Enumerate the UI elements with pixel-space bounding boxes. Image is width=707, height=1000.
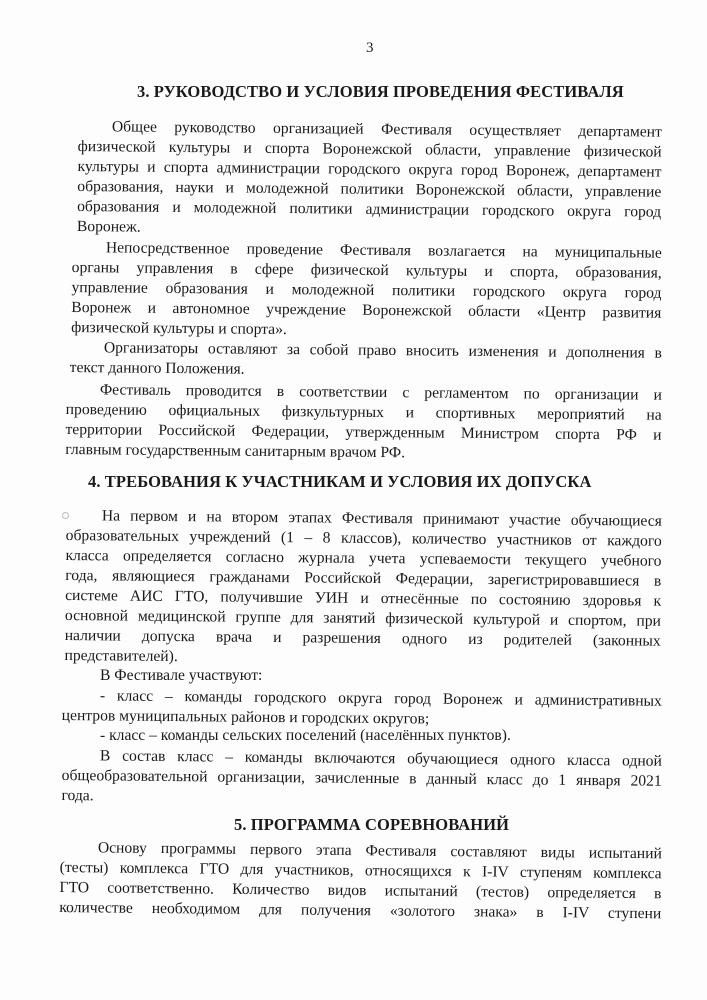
section-3-title: 3. РУКОВОДСТВО И УСЛОВИЯ ПРОВЕДЕНИЯ ФЕСТИВАЛЯ [137,82,624,101]
text-line: основной медицинской группе для занятий физической культурой и спортом, при [64,606,662,630]
text-line: управление образования и молодежной политики городского округа город [71,278,662,302]
text-line: В состав класс – команды включаются обучающиеся одного класса одной [99,747,662,770]
text-line: образования и молодежной политики администрации городского округа город [77,197,662,221]
text-line: На первом и на втором этапах Фестиваля принимают участие обучающиеся [101,507,662,530]
text-line: Непосредственное проведение Фестиваля возлагается на муниципальные [105,239,662,262]
text-line: общеобразовательной организации, зачисленные в данный класс до 1 января 2021 [61,766,662,790]
text-line: органы управления в сфере физической культуры и спорта, образования, [71,258,662,282]
section-4-title: 4. ТРЕБОВАНИЯ К УЧАСТНИКАМ И УСЛОВИЯ ИХ ДОПУСКА [88,472,592,491]
text-line: класса определяется согласно журнала учета успеваемости текущего учебного [65,546,662,570]
text-line: - класс – команды сельских поселений (населённых пунктов). [100,727,511,744]
text-line: года. [61,786,94,805]
text-line: образовательных учреждений (1 – 8 классов), количество участников от каждого [65,526,662,550]
text-line: Общее руководство организацией Фестиваля осуществляет департамент [111,118,662,141]
text-line: наличии допуска врача и разрешения одного из родителей (законных [64,626,661,650]
text-line: текст данного Положения. [69,358,245,378]
text-line: В Фестивале участвуют: [100,667,263,684]
section-5-paragraph-1 [59,838,662,924]
section-3-paragraph-3 [70,338,662,384]
text-line: системе АИС ГТО, получившие УИН и отнесённые по состоянию здоровья к [65,586,662,610]
text-line: образования, науки и молодежной политики Воронежской области, управление [77,177,662,201]
text-line: (тесты) комплекса ГТО для участников, относящихся к I-IV ступеням комплекса [59,858,662,883]
text-line: представителей). [64,646,178,666]
text-line: проведению официальных физкультурных и спортивных мероприятий на [65,400,662,424]
text-line: Фестиваль проводится в соответствии с регламентом по организации и [99,381,662,404]
text-line: Воронеж и автономное учреждение Воронежской области «Центр развития [71,298,662,322]
text-line: - класс – команды городского округа город Воронеж и административных [99,687,662,710]
text-line: центров муниципальных районов и городских округов; [61,706,430,728]
text-line: главным государственным санитарным врачом РФ. [65,440,406,462]
section-4-paragraph-4 [100,726,600,746]
section-5-title: 5. ПРОГРАММА СОРЕВНОВАНИЙ [234,815,510,834]
section-4-paragraph-3 [62,686,662,732]
text-line: территории Российской Федерации, утвержденным Министром спорта РФ и [65,420,662,444]
text-line: Воронеж. [76,217,141,236]
text-line: Основу программы первого этапа Фестиваля составляют виды испытаний [97,839,662,863]
section-4-paragraph-2 [100,666,400,686]
page-number: 3 [366,40,374,56]
text-line: физической культуры и спорта Воронежской области, управление физической [77,137,662,161]
text-line: культуры и спорта администрации городского округа город Воронеж, департамент [77,157,662,181]
text-line: ГТО соответственно. Количество видов испытаний (тестов) определяется в [59,878,662,903]
text-line: количестве необходимом для получения «золотого знака» в I-IV ступени [59,898,662,923]
text-line: физической культуры и спорта». [71,318,287,339]
section-3-paragraph-2 [71,238,662,344]
section-4-paragraph-1 [64,506,662,672]
text-line: Организаторы оставляют за собой право вносить изменения и дополнения в [103,339,662,362]
section-3-paragraph-1 [77,117,662,243]
section-4-paragraph-5 [61,746,662,812]
text-line: года, являющиеся гражданами Российской Федерации, зарегистрировавшиеся в [65,566,662,590]
section-3-paragraph-4 [65,380,662,466]
